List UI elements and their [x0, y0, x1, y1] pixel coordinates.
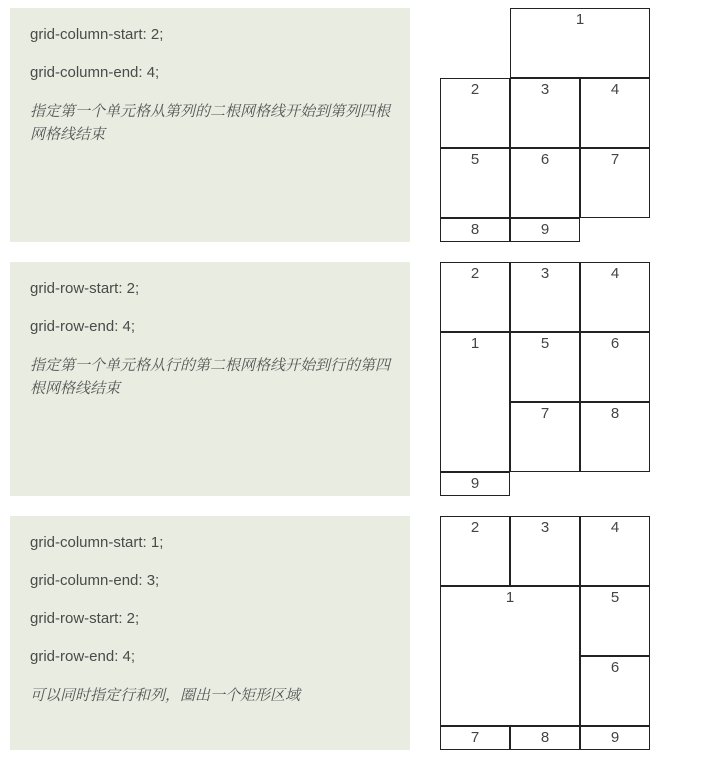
grid-cell — [510, 218, 580, 242]
cell-number: 6 — [610, 659, 620, 676]
cell-number: 3 — [540, 519, 550, 536]
cell-number: 9 — [540, 221, 550, 238]
grid-cell — [580, 402, 650, 472]
code-line: grid-row-end: 4; — [30, 648, 136, 665]
cell-number: 4 — [610, 265, 620, 282]
description: 指定第一个单元格从行的第二根网格线开始到行的第四根网格线结束 — [30, 357, 391, 397]
grid-cell — [580, 78, 650, 148]
grid-cell — [510, 402, 580, 472]
grid-cell — [440, 586, 580, 726]
grid-cell — [580, 148, 650, 218]
grid-cell — [510, 726, 580, 750]
code-line: grid-row-end: 4; — [30, 318, 136, 335]
cell-number: 1 — [470, 335, 480, 352]
example-3-panel — [10, 516, 410, 750]
code-line: grid-row-start: 2; — [30, 280, 140, 297]
cell-number: 2 — [470, 81, 480, 98]
code-line: grid-column-start: 1; — [30, 534, 164, 551]
grid-cell — [580, 516, 650, 586]
grid-cell — [440, 332, 510, 472]
grid-cell — [440, 148, 510, 218]
cell-number: 8 — [470, 221, 480, 238]
cell-number: 6 — [540, 151, 550, 168]
grid-cell — [510, 262, 580, 332]
cell-number: 2 — [470, 265, 480, 282]
cell-number: 6 — [610, 335, 620, 352]
cell-number: 1 — [505, 589, 515, 606]
cell-number: 7 — [540, 405, 550, 422]
cell-number: 4 — [610, 519, 620, 536]
description: 可以同时指定行和列，圈出一个矩形区域 — [30, 687, 301, 704]
grid-cell — [580, 586, 650, 656]
grid-cell — [580, 726, 650, 750]
grid-cell — [510, 8, 650, 78]
cell-number: 4 — [610, 81, 620, 98]
cell-number: 5 — [540, 335, 550, 352]
cell-number: 3 — [540, 265, 550, 282]
cell-number: 8 — [540, 729, 550, 746]
grid-cell — [580, 262, 650, 332]
cell-number: 5 — [610, 589, 620, 606]
grid-cell — [510, 516, 580, 586]
code-line: grid-column-end: 4; — [30, 64, 160, 81]
grid-cell — [440, 262, 510, 332]
cell-number: 7 — [610, 151, 620, 168]
cell-number: 7 — [470, 729, 480, 746]
grid-cell — [580, 656, 650, 726]
description: 指定第一个单元格从第列的二根网格线开始到第列四根网格线结束 — [30, 103, 391, 143]
grid-cell — [510, 332, 580, 402]
cell-number: 9 — [610, 729, 620, 746]
cell-number: 1 — [575, 11, 585, 28]
grid-cell — [440, 78, 510, 148]
grid-cell — [440, 516, 510, 586]
grid-cell — [440, 726, 510, 750]
example-1-panel — [10, 8, 410, 242]
example-2-panel — [10, 262, 410, 496]
cell-number: 9 — [470, 475, 480, 492]
code-line: grid-column-end: 3; — [30, 572, 160, 589]
code-line: grid-column-start: 2; — [30, 26, 164, 43]
cell-number: 8 — [610, 405, 620, 422]
grid-cell — [510, 148, 580, 218]
cell-number: 5 — [470, 151, 480, 168]
grid-cell — [510, 78, 580, 148]
cell-number: 3 — [540, 81, 550, 98]
grid-cell — [580, 332, 650, 402]
cell-number: 2 — [470, 519, 480, 536]
code-line: grid-row-start: 2; — [30, 610, 140, 627]
grid-cell — [440, 218, 510, 242]
grid-cell — [440, 472, 510, 496]
